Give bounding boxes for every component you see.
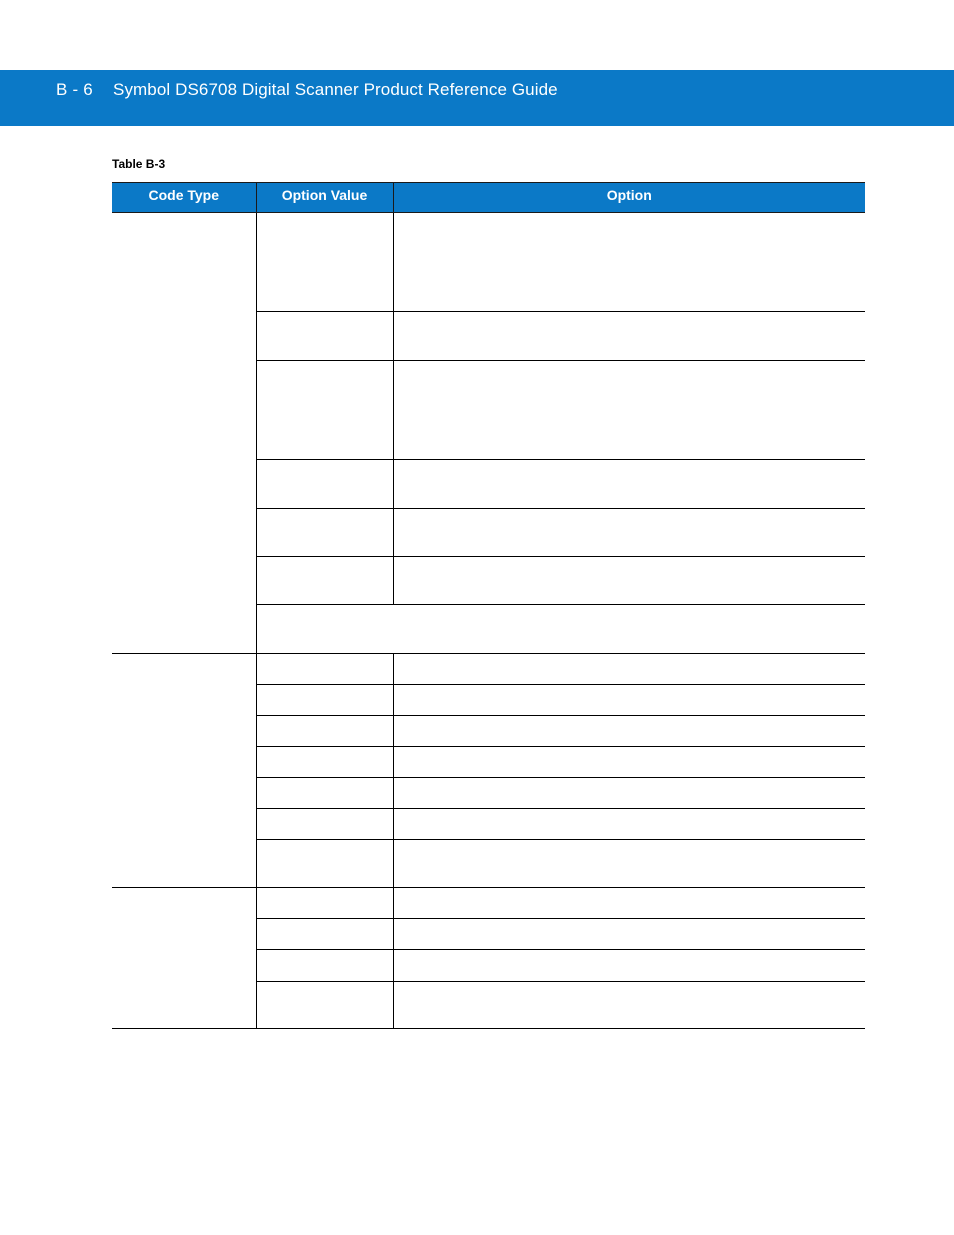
- option-value-cell: [256, 840, 393, 888]
- table-row: [112, 654, 865, 685]
- option-cell: [393, 557, 865, 605]
- option-value-cell: [256, 919, 393, 950]
- option-value-cell: [256, 460, 393, 509]
- option-value-cell: [256, 685, 393, 716]
- note-cell: [256, 605, 865, 654]
- column-header-option-value: Option Value: [256, 183, 393, 213]
- table-header-row: [112, 183, 865, 213]
- guide-title: Symbol DS6708 Digital Scanner Product Reference Guide: [113, 80, 558, 99]
- option-cell: [393, 312, 865, 361]
- option-cell: [393, 888, 865, 919]
- reference-table: [112, 182, 865, 1029]
- column-header-code-type: Code Type: [112, 183, 256, 213]
- option-value-cell: [256, 747, 393, 778]
- option-value-cell: [256, 716, 393, 747]
- page-header-bar: [0, 70, 954, 126]
- column-header-option: Option: [393, 183, 865, 213]
- option-value-cell: [256, 213, 393, 312]
- table-caption: Table B-3: [112, 157, 166, 171]
- option-cell: [393, 361, 865, 460]
- code-type-cell: [112, 888, 256, 1029]
- option-cell: [393, 950, 865, 982]
- option-value-cell: [256, 509, 393, 557]
- page-number: B - 6: [56, 80, 93, 99]
- option-cell: [393, 213, 865, 312]
- option-cell: [393, 509, 865, 557]
- option-value-cell: [256, 361, 393, 460]
- table-body: [112, 213, 865, 1029]
- table-row: [112, 888, 865, 919]
- option-cell: [393, 654, 865, 685]
- option-value-cell: [256, 312, 393, 361]
- option-value-cell: [256, 950, 393, 982]
- option-cell: [393, 747, 865, 778]
- option-value-cell: [256, 888, 393, 919]
- option-cell: [393, 685, 865, 716]
- code-type-cell: [112, 213, 256, 654]
- code-type-cell: [112, 654, 256, 888]
- option-value-cell: [256, 809, 393, 840]
- option-value-cell: [256, 982, 393, 1029]
- option-cell: [393, 460, 865, 509]
- option-value-cell: [256, 557, 393, 605]
- table-row: [112, 213, 865, 312]
- option-value-cell: [256, 778, 393, 809]
- option-cell: [393, 778, 865, 809]
- option-value-cell: [256, 654, 393, 685]
- option-cell: [393, 840, 865, 888]
- option-cell: [393, 716, 865, 747]
- option-cell: [393, 919, 865, 950]
- option-cell: [393, 982, 865, 1029]
- option-cell: [393, 809, 865, 840]
